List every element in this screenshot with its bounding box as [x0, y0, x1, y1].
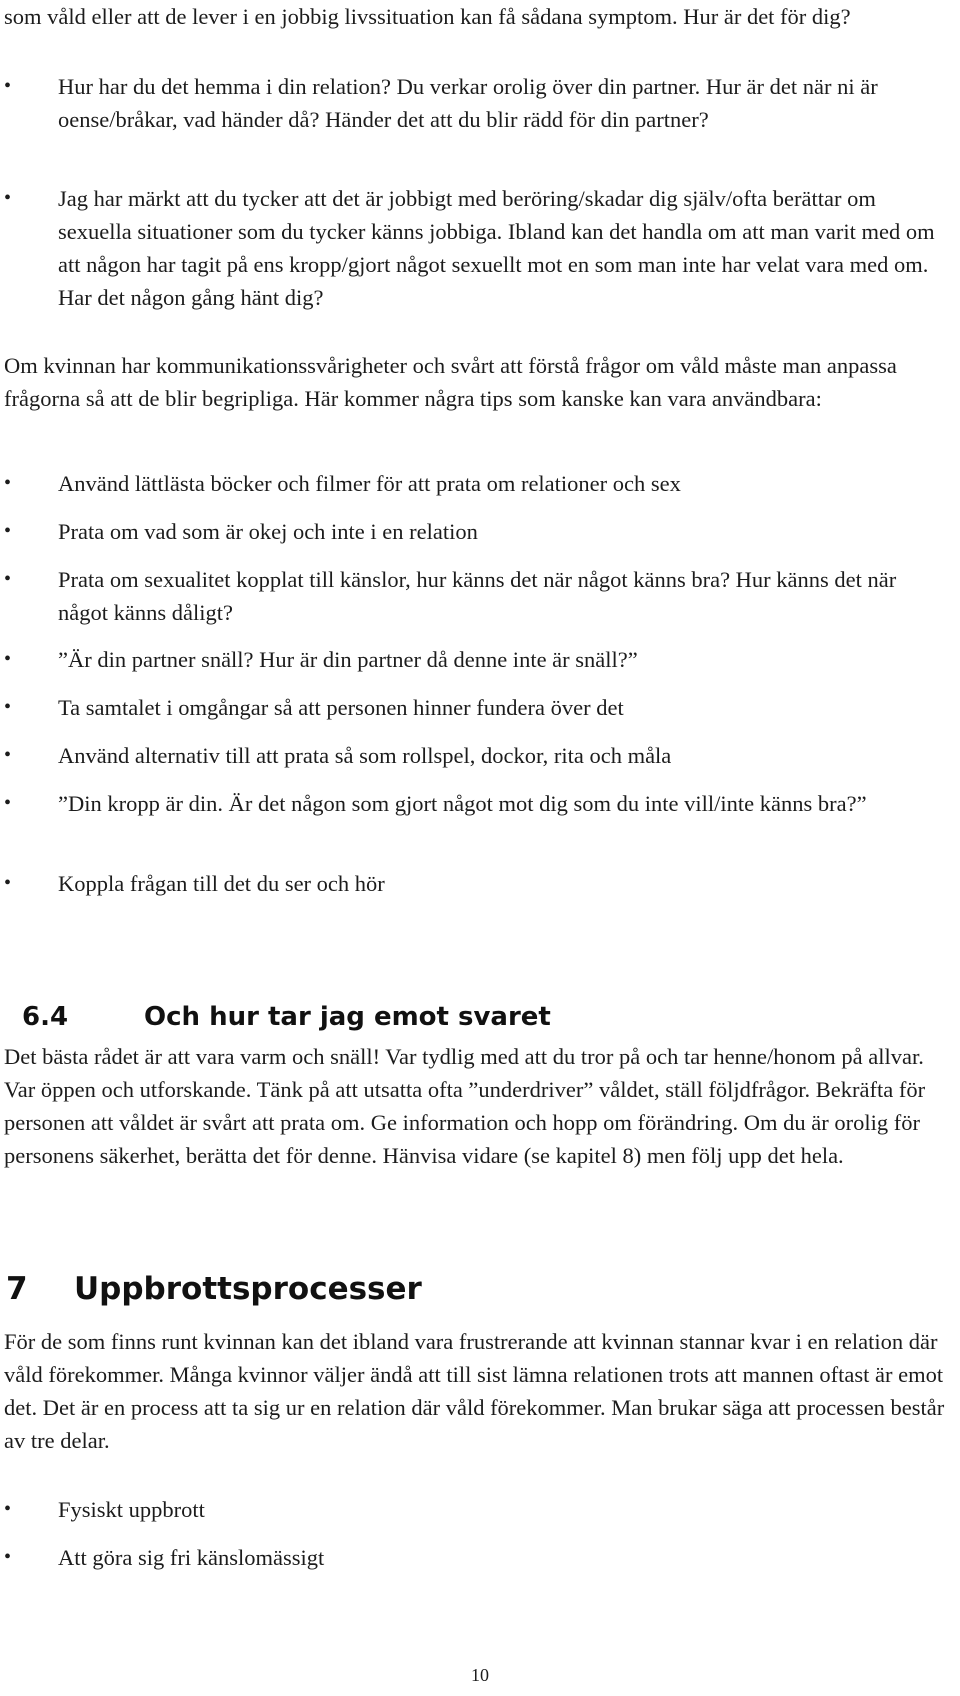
- list-item-text: Ta samtalet i omgångar så att personen hinner fundera över det: [58, 695, 624, 720]
- chapter-body: För de som finns runt kvinnan kan det ibland vara frustrerande att kvinnan stannar kvar i en relation där våld förekommer. Många kvinnor väljer ändå att till sist lämna relationen trots att mannen oftast är emot det. Det är en process att ta sig ur en relation där våld förekommer. Man brukar säga att processen består av tre delar.: [4, 1329, 945, 1453]
- section-title: Och hur tar jag emot svaret: [144, 1002, 551, 1032]
- bullet-icon: •: [4, 872, 12, 894]
- continuation-paragraph: som våld eller att de lever i en jobbig livssituation kan få sådana symptom. Hur är det för dig?: [4, 4, 851, 29]
- intro-paragraph: Om kvinnan har kommunikationssvårigheter och svårt att förstå frågor om våld måste man anpassa frågorna så att de blir begripliga. Här kommer några tips som kanske kan vara användbara:: [4, 353, 897, 411]
- list-item-text: Prata om vad som är okej och inte i en relation: [58, 519, 478, 544]
- list-item-text: Prata om sexualitet kopplat till känslor, hur känns det när något känns bra? Hur känns det när något känns dåligt?: [58, 567, 897, 625]
- list-item-text: ”Din kropp är din. Är det någon som gjort något mot dig som du inte vill/inte känns bra?”: [58, 791, 867, 816]
- list-item-text: Fysiskt uppbrott: [58, 1497, 205, 1522]
- bullet-icon: •: [4, 187, 12, 209]
- bullet-icon: •: [4, 520, 12, 542]
- list-item-text: Att göra sig fri känslomässigt: [58, 1545, 325, 1570]
- bullet-icon: •: [4, 1546, 12, 1568]
- bullet-icon: •: [4, 792, 12, 814]
- bullet-icon: •: [4, 75, 12, 97]
- chapter-number: 7: [6, 1271, 28, 1307]
- list-item-text: ”Är din partner snäll? Hur är din partner då denne inte är snäll?”: [58, 647, 638, 672]
- bullet-icon: •: [4, 648, 12, 670]
- list-item-text: Jag har märkt att du tycker att det är jobbigt med beröring/skadar dig själv/ofta berättar om sexuella situationer som du tycker känns jobbiga. Ibland kan det handla om att man varit med om att någon har tagit på ens kropp/gjort något sexuellt mot en som man inte har velat vara med om. Har det någon gång hänt dig?: [58, 186, 935, 310]
- bullet-icon: •: [4, 568, 12, 590]
- list-item-text: Hur har du det hemma i din relation? Du verkar orolig över din partner. Hur är det när ni är oense/bråkar, vad händer då? Händer det att du blir rädd för din partner?: [58, 74, 878, 132]
- list-item-text: Använd lättlästa böcker och filmer för att prata om relationer och sex: [58, 471, 681, 496]
- chapter-title: Uppbrottsprocesser: [74, 1271, 422, 1307]
- bullet-icon: •: [4, 1498, 12, 1520]
- bullet-icon: •: [4, 696, 12, 718]
- page-number: 10: [471, 1665, 489, 1685]
- section-body: Det bästa rådet är att vara varm och snäll! Var tydlig med att du tror på och tar henne/honom på allvar. Var öppen och utforskande. Tänk på att utsatta ofta ”underdriver” våldet, ställ följdfrågor. Bekräfta för personen att våldet är svårt att prata om. Ge information och hopp om förändring. Om du är orolig för personens säkerhet, berätta det för denne. Hänvisa vidare (se kapitel 8) men följ upp det hela.: [4, 1044, 926, 1168]
- section-number: 6.4: [22, 1002, 69, 1032]
- list-item-text: Använd alternativ till att prata så som rollspel, dockor, rita och måla: [58, 743, 672, 768]
- bullet-icon: •: [4, 472, 12, 494]
- bullet-icon: •: [4, 744, 12, 766]
- list-item-text: Koppla frågan till det du ser och hör: [58, 871, 385, 896]
